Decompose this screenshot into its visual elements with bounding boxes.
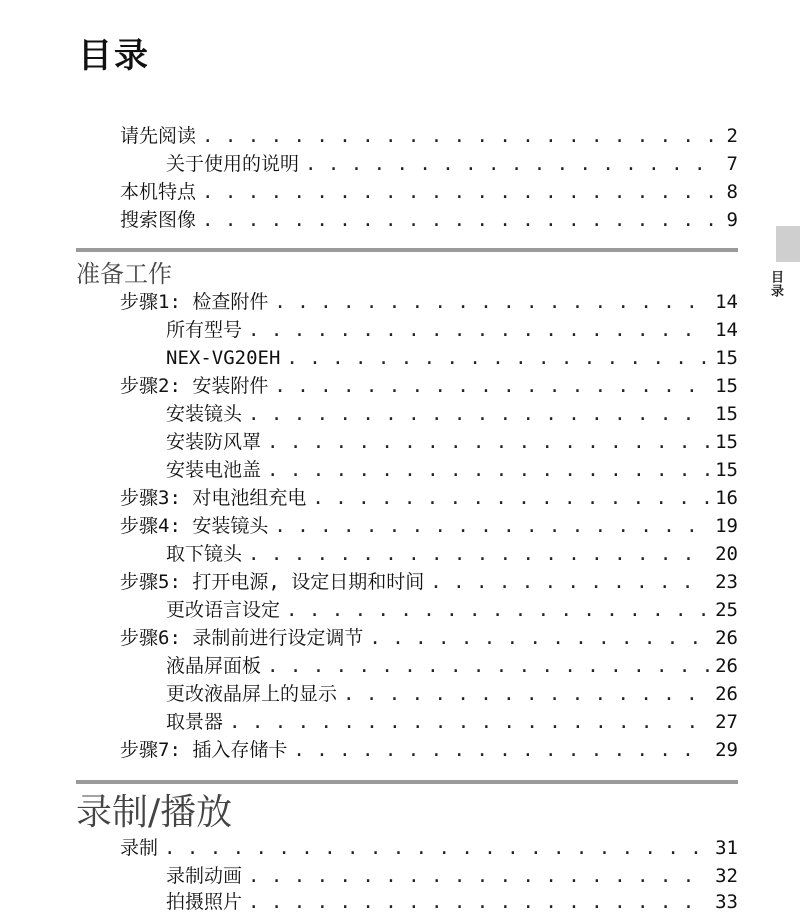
toc-entry-page: 2 (726, 125, 738, 147)
toc-entry-label: 所有型号 (166, 319, 243, 341)
toc-entry-label: 步骤6: 录制前进行设定调节 (120, 627, 364, 649)
dot-leader (202, 180, 721, 204)
side-index-label: 目录 (768, 270, 783, 298)
dot-leader (229, 710, 709, 734)
dot-leader (267, 458, 709, 482)
toc-entry-page: 15 (715, 459, 738, 481)
dot-leader (305, 152, 721, 176)
toc-entry[interactable] (120, 208, 738, 232)
toc-entry[interactable] (120, 738, 738, 762)
toc-entry-label: 步骤1: 检查附件 (120, 291, 269, 313)
toc-entry-page: 26 (715, 683, 738, 705)
toc-entry-page: 15 (715, 431, 738, 453)
toc-entry-label: 关于使用的说明 (166, 153, 300, 175)
toc-entry-page: 8 (726, 181, 738, 203)
dot-leader (369, 626, 709, 650)
toc-entry-label: 录制动画 (166, 865, 243, 887)
toc-entry[interactable] (166, 430, 738, 454)
toc-entry-page: 29 (715, 739, 738, 761)
toc-entry-page: 25 (715, 599, 738, 621)
toc-entry-page: 27 (715, 711, 738, 733)
toc-entry[interactable] (166, 346, 738, 370)
page-title: 目录 (78, 36, 150, 76)
section-heading: 录制/播放 (76, 792, 233, 833)
toc-entry[interactable] (120, 290, 738, 314)
dot-leader (293, 738, 709, 762)
side-index-tab (776, 226, 800, 262)
toc-entry-label: 请先阅读 (120, 125, 197, 147)
toc-entry-label: 安装镜头 (166, 403, 243, 425)
dot-leader (248, 402, 709, 426)
dot-leader (202, 124, 721, 148)
toc-entry[interactable] (166, 458, 738, 482)
toc-entry-page: 26 (715, 627, 738, 649)
toc-entry[interactable] (166, 682, 738, 706)
dot-leader (274, 514, 709, 538)
toc-entry[interactable] (166, 598, 738, 622)
toc-entry[interactable] (166, 710, 738, 734)
toc-entry-page: 33 (715, 891, 738, 913)
toc-entry[interactable] (120, 486, 738, 510)
toc-entry-label: 安装防风罩 (166, 431, 262, 453)
toc-entry-label: 步骤5: 打开电源, 设定日期和时间 (120, 571, 425, 593)
toc-entry[interactable] (166, 542, 738, 566)
dot-leader (164, 836, 709, 860)
section-heading: 准备工作 (76, 260, 172, 288)
toc-entry-page: 16 (715, 487, 738, 509)
section-divider (76, 248, 738, 252)
dot-leader (267, 654, 709, 678)
dot-leader (343, 682, 709, 706)
toc-entry-label: 步骤7: 插入存储卡 (120, 739, 288, 761)
toc-entry-page: 15 (715, 403, 738, 425)
toc-entry[interactable] (120, 836, 738, 860)
toc-entry[interactable] (120, 626, 738, 650)
toc-entry-label: 更改液晶屏上的显示 (166, 683, 338, 705)
toc-entry-page: 23 (715, 571, 738, 593)
toc-entry[interactable] (120, 514, 738, 538)
toc-entry-page: 9 (726, 209, 738, 231)
toc-entry-page: 32 (715, 865, 738, 887)
toc-entry[interactable] (166, 890, 738, 914)
toc-entry-page: 20 (715, 543, 738, 565)
toc-entry[interactable] (120, 374, 738, 398)
dot-leader (286, 598, 709, 622)
toc-entry[interactable] (166, 318, 738, 342)
toc-entry[interactable] (166, 152, 738, 176)
toc-entry-page: 7 (726, 153, 738, 175)
toc-entry[interactable] (120, 180, 738, 204)
toc-entry-label: 本机特点 (120, 181, 197, 203)
dot-leader (248, 864, 709, 888)
toc-entry-label: 拍摄照片 (166, 891, 243, 913)
toc-entry-page: 14 (715, 319, 738, 341)
dot-leader (202, 208, 721, 232)
dot-leader (430, 570, 709, 594)
toc-entry-label: NEX-VG20EH (166, 347, 281, 369)
dot-leader (248, 318, 709, 342)
dot-leader (274, 290, 709, 314)
dot-leader (267, 430, 709, 454)
toc-entry-label: 步骤4: 安装镜头 (120, 515, 269, 537)
toc-entry[interactable] (166, 654, 738, 678)
dot-leader (248, 542, 709, 566)
toc-entry-label: 取下镜头 (166, 543, 243, 565)
toc-entry-page: 31 (715, 837, 738, 859)
toc-entry[interactable] (166, 864, 738, 888)
toc-entry-label: 录制 (120, 837, 159, 859)
toc-entry-page: 15 (715, 375, 738, 397)
dot-leader (248, 890, 709, 914)
toc-entry-page: 14 (715, 291, 738, 313)
toc-entry-label: 液晶屏面板 (166, 655, 262, 677)
toc-entry-label: 安装电池盖 (166, 459, 262, 481)
toc-entry-label: 步骤2: 安装附件 (120, 375, 269, 397)
toc-entry-label: 更改语言设定 (166, 599, 281, 621)
dot-leader (286, 346, 709, 370)
toc-entry-label: 取景器 (166, 711, 224, 733)
toc-entry[interactable] (166, 402, 738, 426)
toc-entry[interactable] (120, 570, 738, 594)
toc-entry-label: 步骤3: 对电池组充电 (120, 487, 307, 509)
dot-leader (312, 486, 709, 510)
dot-leader (274, 374, 709, 398)
toc-entry-page: 19 (715, 515, 738, 537)
toc-entry-page: 15 (715, 347, 738, 369)
toc-entry-label: 搜索图像 (120, 209, 197, 231)
toc-entry[interactable] (120, 124, 738, 148)
toc-entry-page: 26 (715, 655, 738, 677)
